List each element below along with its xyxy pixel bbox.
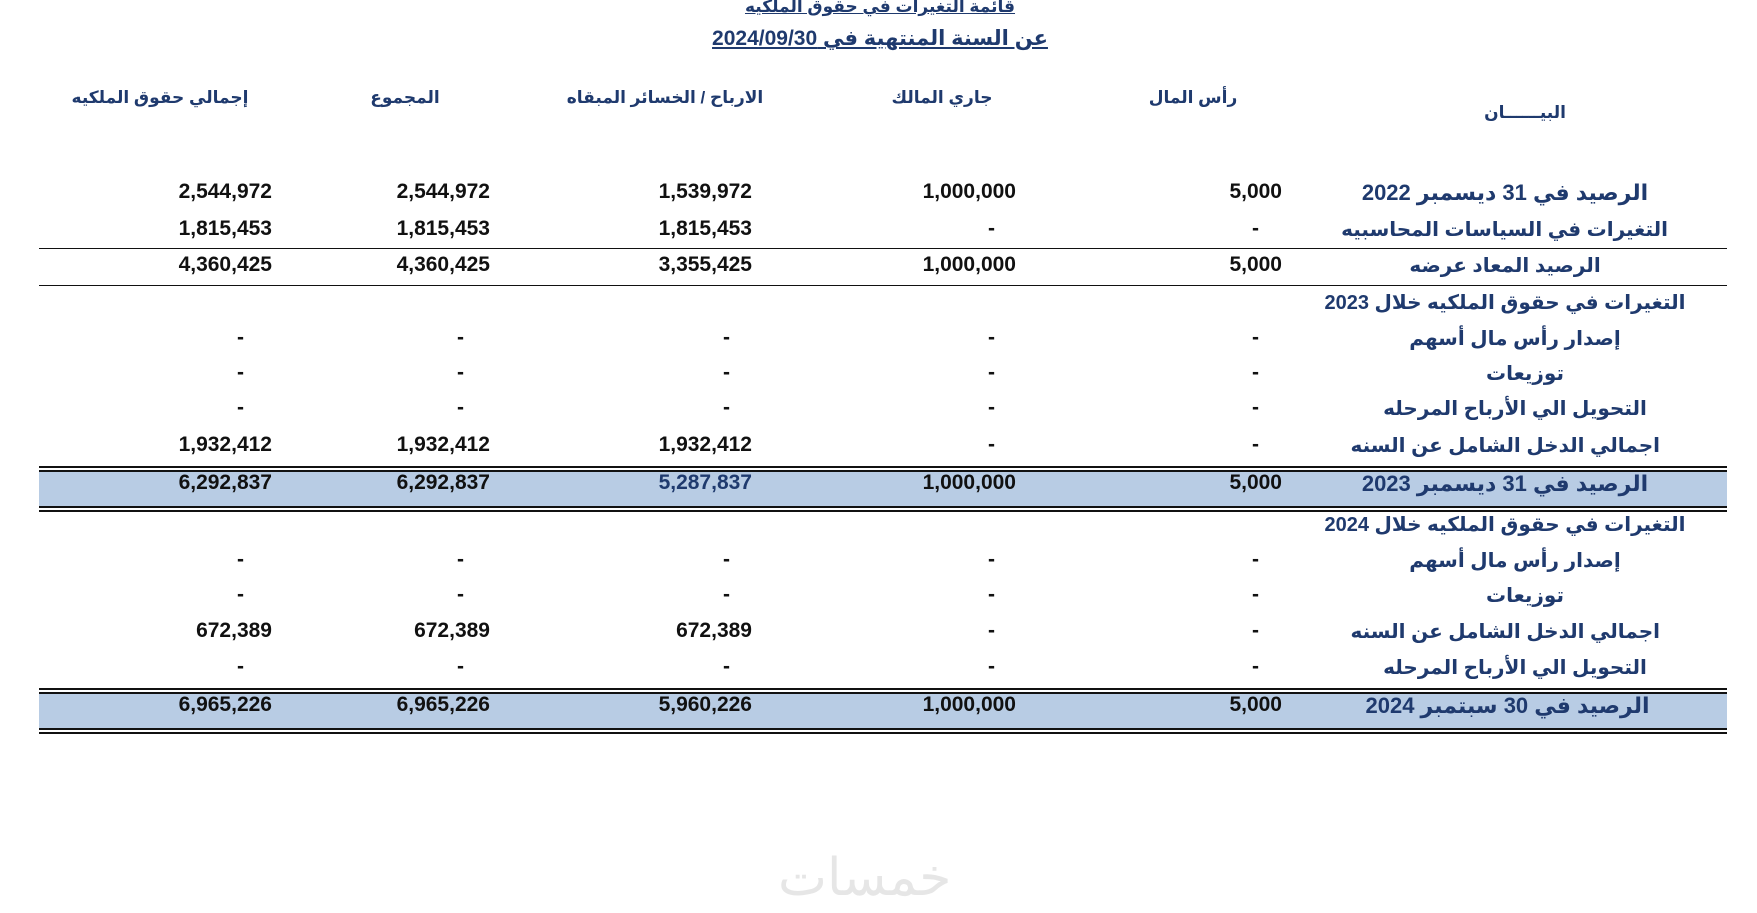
cell-equity: - [237, 326, 244, 349]
cell-equity: 4,360,425 [178, 253, 272, 276]
cell-total: 4,360,425 [396, 253, 490, 276]
cell-total: 1,815,453 [396, 217, 490, 240]
cell-capital: 5,000 [1229, 471, 1282, 494]
cell-equity: 2,544,972 [178, 180, 272, 203]
cell-retained: 672,389 [676, 619, 752, 642]
row-label: إصدار رأس مال أسهم [1409, 550, 1621, 572]
cell-capital: - [1252, 361, 1259, 384]
cell-capital: - [1252, 619, 1259, 642]
cell-equity: - [237, 583, 244, 606]
row-label: الرصيد في 31 ديسمبر 2023 [1361, 471, 1649, 496]
cell-owner: - [988, 433, 995, 456]
row-label: توزيعات [1486, 363, 1564, 385]
row-label: اجمالي الدخل الشامل عن السنه [1350, 621, 1660, 643]
cell-equity: 6,965,226 [178, 693, 272, 716]
cell-owner: - [988, 583, 995, 606]
double-divider [39, 728, 1727, 734]
row-label: إصدار رأس مال أسهم [1409, 328, 1621, 350]
cell-retained: - [723, 326, 730, 349]
cell-owner: 1,000,000 [922, 471, 1016, 494]
divider [39, 285, 1727, 286]
row-label: الرصيد في 30 سبتمبر 2024 [1365, 693, 1650, 718]
cell-total: 6,292,837 [396, 471, 490, 494]
cell-owner: - [988, 217, 995, 240]
row-label: الرصيد في 31 ديسمبر 2022 [1361, 180, 1649, 205]
row-label: التغيرات في حقوق الملكيه خلال 2024 [1324, 514, 1686, 536]
row-label: التغيرات في السياسات المحاسبيه [1341, 219, 1668, 241]
cell-retained: 3,355,425 [658, 253, 752, 276]
cell-total: - [457, 655, 464, 678]
header-total: المجموع [370, 88, 440, 107]
cell-total: 1,932,412 [396, 433, 490, 456]
cell-retained: - [723, 396, 730, 419]
cell-capital: - [1252, 396, 1259, 419]
divider [39, 248, 1727, 249]
row-label: التحويل الي الأرباح المرحله [1383, 398, 1647, 420]
cell-owner: - [988, 655, 995, 678]
cell-equity: - [237, 548, 244, 571]
cell-retained: 5,960,226 [658, 693, 752, 716]
cell-capital: - [1252, 326, 1259, 349]
cell-total: - [457, 583, 464, 606]
cell-total: 2,544,972 [396, 180, 490, 203]
cell-retained: - [723, 361, 730, 384]
cell-total: - [457, 396, 464, 419]
cell-total: 672,389 [414, 619, 490, 642]
row-label: الرصيد المعاد عرضه [1409, 255, 1601, 277]
cell-capital: 5,000 [1229, 180, 1282, 203]
cell-retained: 1,815,453 [658, 217, 752, 240]
header-retained-earnings: الارباح / الخسائر المبقاه [566, 88, 764, 107]
cell-retained: - [723, 548, 730, 571]
cell-retained: - [723, 583, 730, 606]
cell-capital: 5,000 [1229, 693, 1282, 716]
cell-total: - [457, 361, 464, 384]
cell-capital: - [1252, 548, 1259, 571]
cell-owner: - [988, 326, 995, 349]
cell-owner: - [988, 361, 995, 384]
cell-capital: - [1252, 217, 1259, 240]
cell-equity: 6,292,837 [178, 471, 272, 494]
cell-total: - [457, 548, 464, 571]
cell-capital: - [1252, 433, 1259, 456]
cell-owner: 1,000,000 [922, 693, 1016, 716]
cell-owner: - [988, 619, 995, 642]
cell-retained: 1,539,972 [658, 180, 752, 203]
cell-retained: 5,287,837 [658, 471, 752, 494]
cell-capital: 5,000 [1229, 253, 1282, 276]
header-owner-current: جاري المالك [891, 88, 993, 107]
cell-equity: - [237, 396, 244, 419]
report-title: قائمة التغيرات في حقوق الملكيه [744, 0, 1016, 16]
cell-retained: - [723, 655, 730, 678]
cell-equity: 672,389 [196, 619, 272, 642]
cell-capital: - [1252, 655, 1259, 678]
row-label: التغيرات في حقوق الملكيه خلال 2023 [1324, 292, 1686, 314]
cell-owner: 1,000,000 [922, 253, 1016, 276]
row-label: التحويل الي الأرباح المرحله [1383, 657, 1647, 679]
cell-capital: - [1252, 583, 1259, 606]
report-subtitle: عن السنة المنتهية في 2024/09/30 [712, 27, 1048, 50]
cell-owner: 1,000,000 [922, 180, 1016, 203]
header-total-equity: إجمالي حقوق الملكيه [71, 88, 249, 107]
cell-total: 6,965,226 [396, 693, 490, 716]
row-label: اجمالي الدخل الشامل عن السنه [1350, 435, 1660, 457]
cell-total: - [457, 326, 464, 349]
cell-equity: - [237, 361, 244, 384]
cell-equity: - [237, 655, 244, 678]
cell-owner: - [988, 396, 995, 419]
cell-retained: 1,932,412 [658, 433, 752, 456]
cell-owner: - [988, 548, 995, 571]
row-label: توزيعات [1486, 585, 1564, 607]
cell-equity: 1,815,453 [178, 217, 272, 240]
watermark-logo: خمسات [778, 848, 952, 908]
header-capital: رأس المال [1148, 88, 1238, 107]
cell-equity: 1,932,412 [178, 433, 272, 456]
header-statement: البيــــــان [1484, 103, 1566, 122]
